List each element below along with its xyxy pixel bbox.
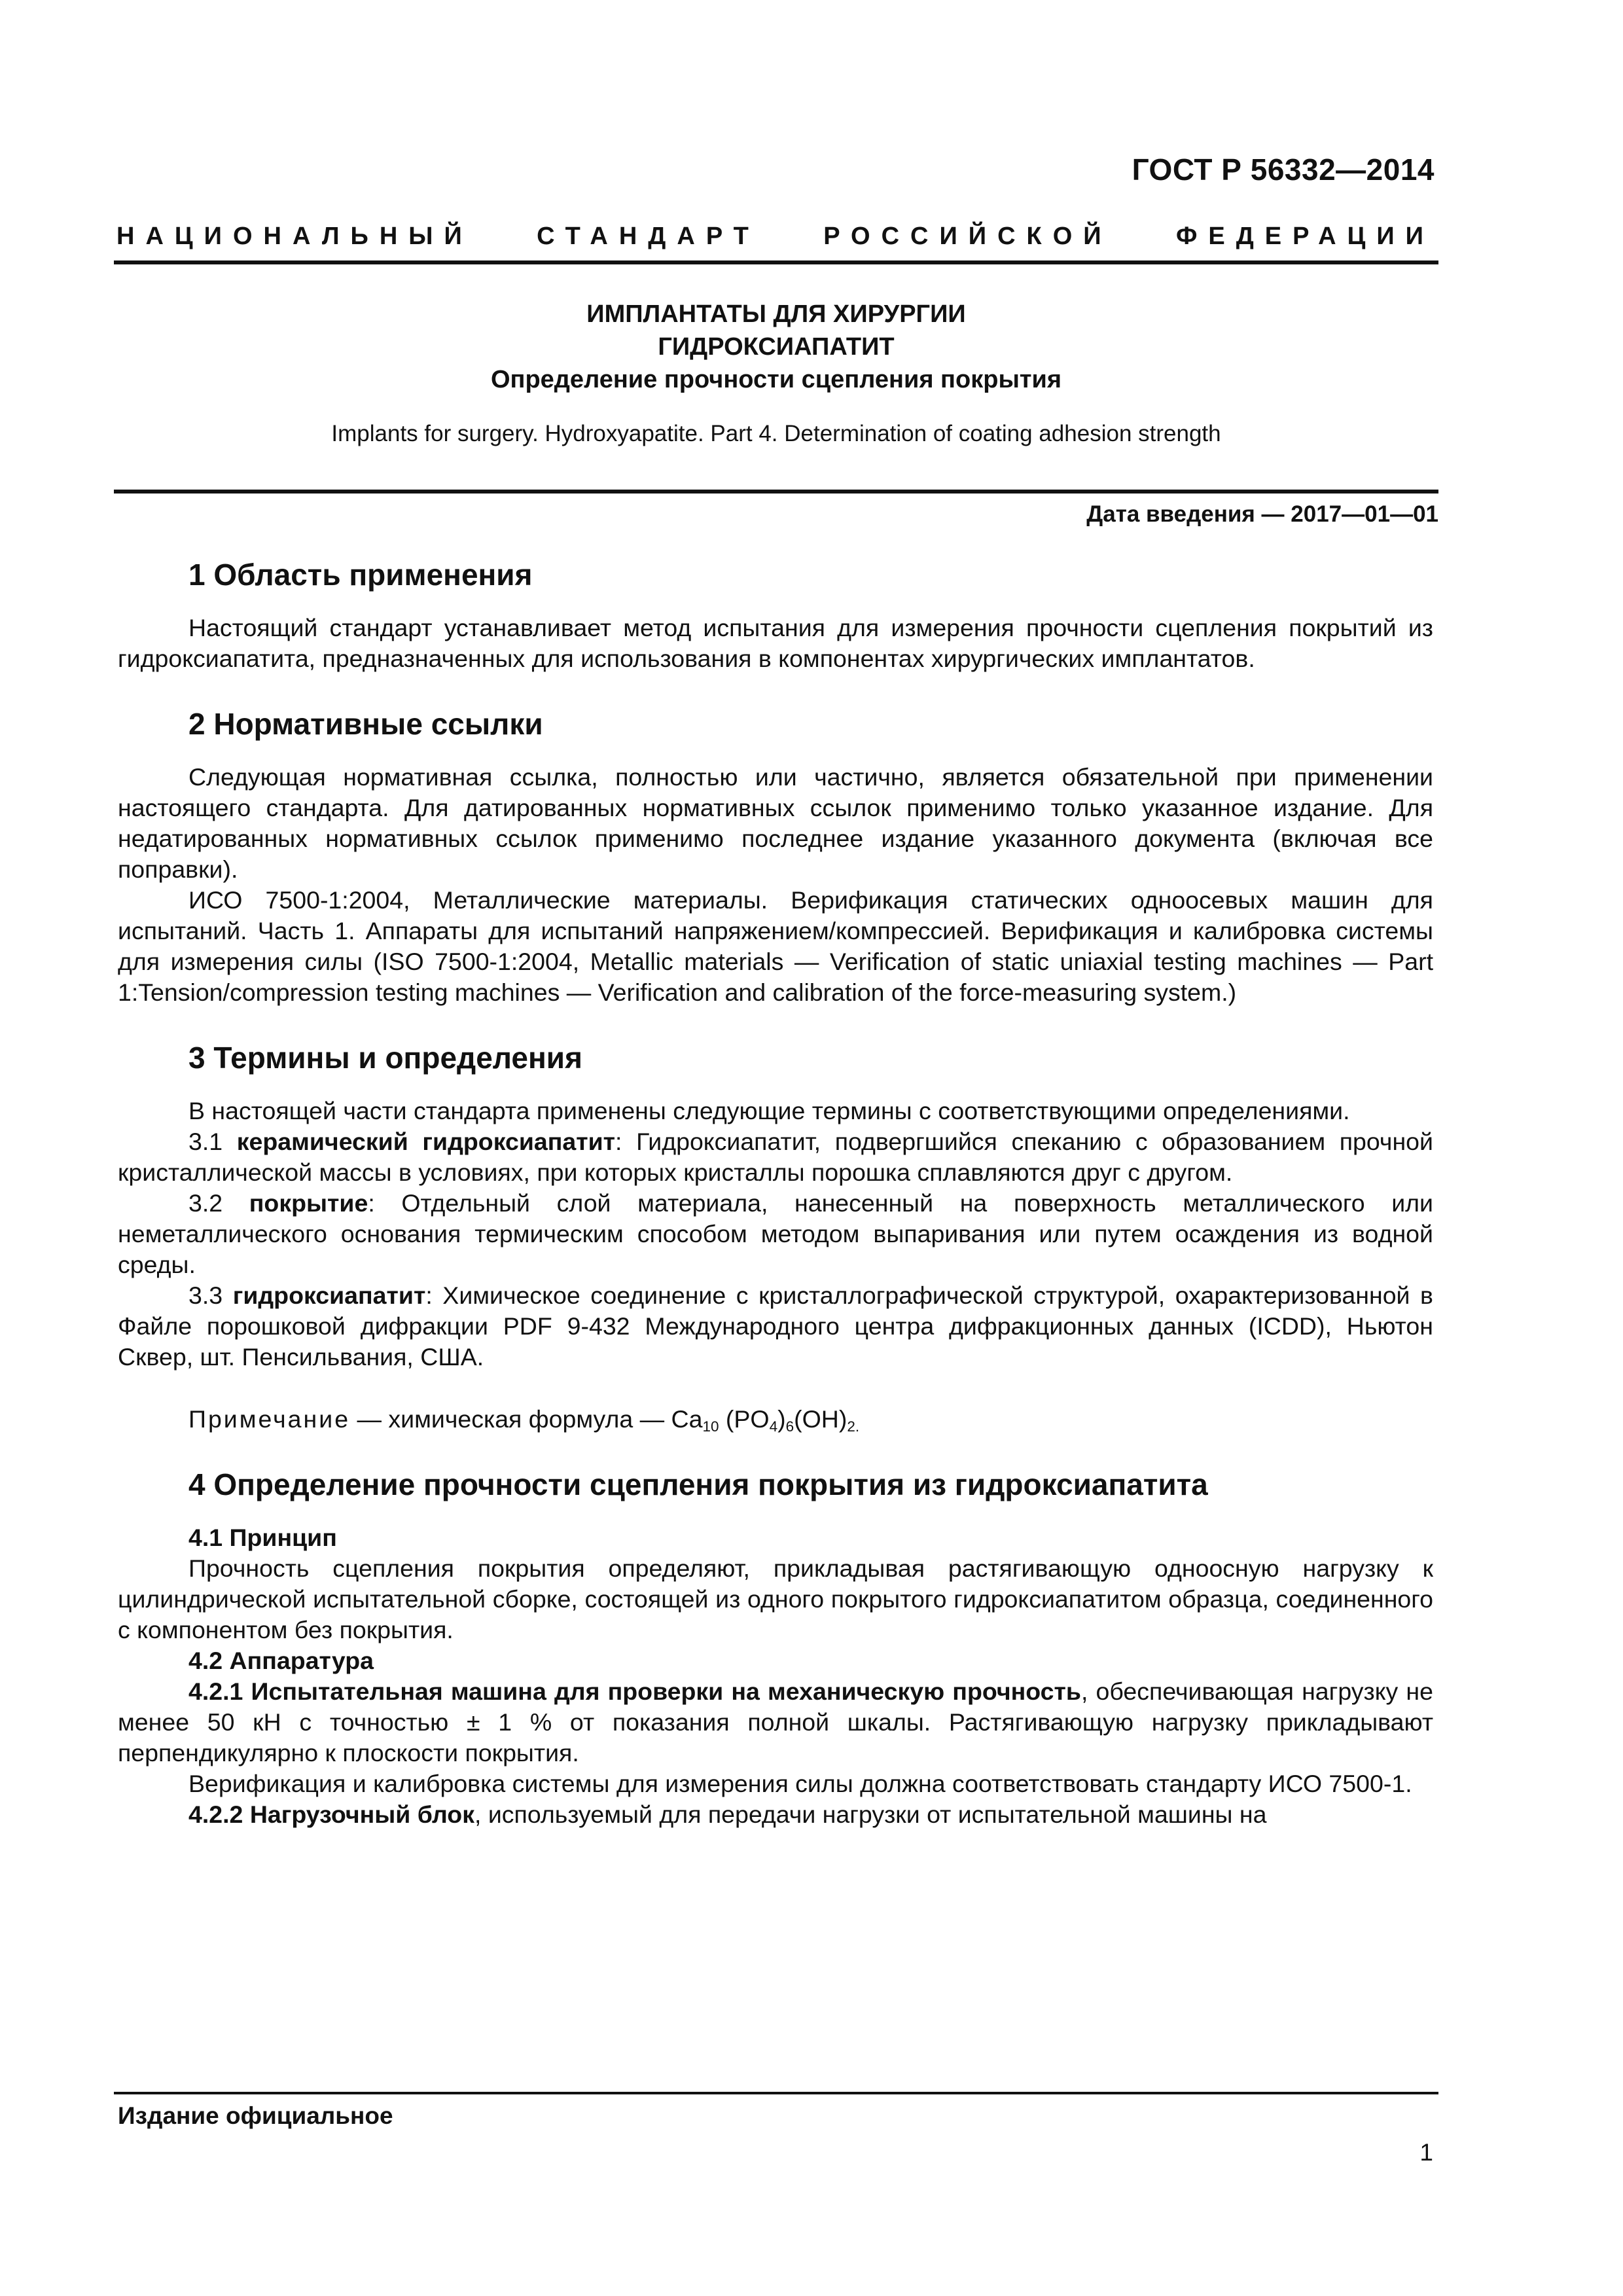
note: Примечание — химическая формула — $Ca_{10}$ $(PO_4)_6(OH)_{2.}$ <box>188 1405 860 1435</box>
official-edition-label: Издание официальное <box>118 2102 393 2129</box>
term-definition: 3.2 покрытие: Отдельный слой материала, нанесенный на поверхность металлического или неметаллического основания термическим способом методом выпаривания или путем осаждения из водной среды. <box>118 1189 1433 1278</box>
paragraph: Верификация и калибровка системы для измерения силы должна соответствовать стандарту ИСО 7500-1. <box>188 1770 1412 1797</box>
term: гидроксиапатит <box>232 1282 426 1309</box>
term: 4.2.1 Испытательная машина для проверки на механическую прочность <box>188 1677 1081 1705</box>
term-definition: 3.1 керамический гидроксиапатит: Гидроксиапатит, подвергшийся спеканию с образованием прочной кристаллической массы в условиях, при которых кристаллы порошка сплавляются друг с другом. <box>118 1128 1433 1186</box>
title-line-2: ГИДРОКСИАПАТИТ <box>658 333 895 361</box>
paragraph: Следующая нормативная ссылка, полностью или частично, является обязательной при применении настоящего стандарта. Для датированных нормативных ссылок применимо только указанное издание. Для недатированных нормативных ссылок применимо последнее издание указанного документа (включая все поправки). <box>118 763 1433 883</box>
title-line-3: Определение прочности сцепления покрытия <box>490 366 1062 393</box>
banner-word: СТАНДАРТ <box>537 223 760 250</box>
gost-code: ГОСТ Р 56332—2014 <box>1132 152 1435 187</box>
english-title: Implants for surgery. Hydroxyapatite. Part 4. Determination of coating adhesion strength <box>331 421 1221 446</box>
subsection-heading: 4.2 Аппаратура <box>188 1647 374 1674</box>
paragraph: В настоящей части стандарта применены следующие термины с соответствующими определениями. <box>188 1097 1350 1124</box>
title-line-1: ИМПЛАНТАТЫ ДЛЯ ХИРУРГИИ <box>586 300 966 328</box>
document-body <box>118 556 1433 1830</box>
introduction-date: Дата введения — 2017—01—01 <box>1086 501 1438 527</box>
paragraph: Настоящий стандарт устанавливает метод испытания для измерения прочности сцепления покрытий из гидроксиапатита, предназначенных для использования в компонентах хирургических имплантатов. <box>118 614 1433 672</box>
title-rule <box>114 490 1438 493</box>
header-rule <box>114 260 1438 264</box>
section-heading: 4 Определение прочности сцепления покрытия из гидроксиапатита <box>188 1467 1208 1501</box>
paragraph: ИСО 7500-1:2004, Металлические материалы. Верификация статических одноосевых машин для испытаний. Часть 1. Аппараты для испытаний напряжением/компрессией. Верификация и калибровка системы для измерения силы (ISO 7500-1:2004, Metallic materials — Verification of static uniaxial testing machines — Part 1:Tension/compression testing machines — Verification and calibration of the force-measuring system.) <box>118 886 1433 1006</box>
term: покрытие <box>249 1189 368 1217</box>
banner-word: НАЦИОНАЛЬНЫЙ <box>116 223 473 250</box>
banner-word: РОССИЙСКОЙ <box>823 223 1113 250</box>
term-definition: 3.3 гидроксиапатит: Химическое соединение с кристаллографической структурой, охарактеризованной в Файле порошковой дифракции PDF 9-432 Международного центра дифракционных данных (ICDD), Ньютон Сквер, шт. Пенсильвания, США. <box>118 1282 1433 1371</box>
paragraph: Прочность сцепления покрытия определяют, прикладывая растягивающую одноосную нагрузку к цилиндрической испытательной сборке, состоящей из одного покрытого гидроксиапатитом образца, соединенного с компонентом без покрытия. <box>118 1554 1433 1643</box>
section-heading: 3 Термины и определения <box>188 1041 582 1075</box>
term: 4.2.2 Нагрузочный блок <box>188 1801 474 1828</box>
section-heading: 1 Область применения <box>188 558 533 592</box>
banner-word: ФЕДЕРАЦИИ <box>1175 223 1435 250</box>
paragraph: 4.2.1 Испытательная машина для проверки на механическую прочность, обеспечивающая нагрузку не менее 50 кН с точностью ± 1 % от показания полной шкалы. Растягивающую нагрузку прикладывают перпендикулярно к плоскости покрытия. <box>118 1677 1433 1767</box>
section-heading: 2 Нормативные ссылки <box>188 707 543 741</box>
national-standard-banner <box>116 223 1435 251</box>
paragraph: 4.2.2 Нагрузочный блок, используемый для передачи нагрузки от испытательной машины на <box>188 1801 1267 1828</box>
page-number: 1 <box>1419 2139 1433 2166</box>
note-label: Примечание <box>188 1405 351 1433</box>
subsection-heading: 4.1 Принцип <box>188 1524 337 1551</box>
footer-rule <box>114 2092 1438 2094</box>
term: керамический гидроксиапатит <box>236 1128 616 1155</box>
title-block <box>114 298 1438 448</box>
